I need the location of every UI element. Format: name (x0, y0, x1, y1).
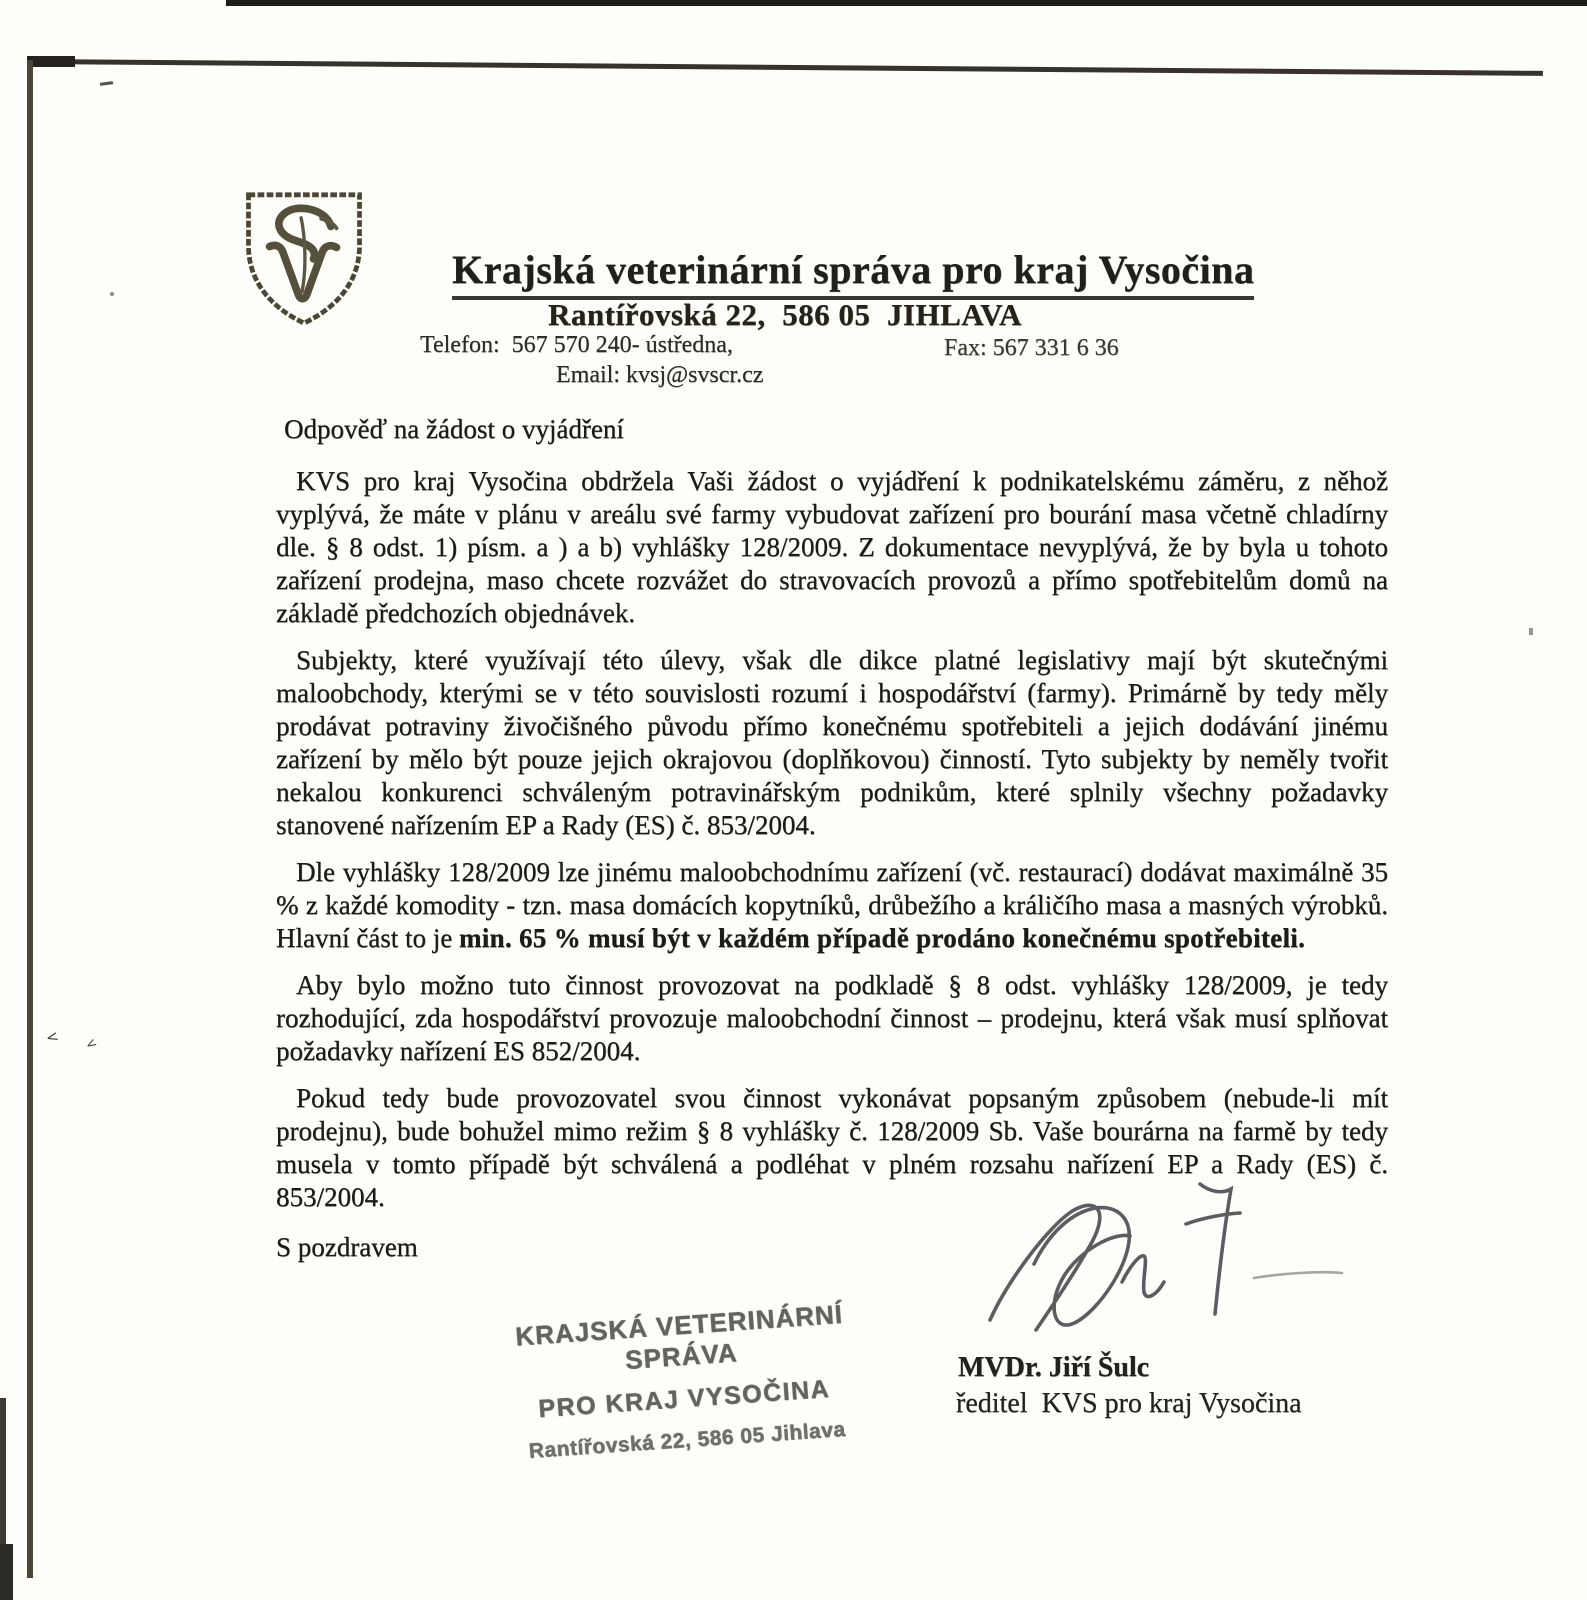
scan-speckle (100, 81, 113, 86)
scan-speckle (1529, 628, 1533, 635)
paragraph-3-text: Dle vyhlášky 128/2009 lze jinému maloobchodnímu zařízení (vč. restaurací) dodávat maximálně 35 % z každé komodity - tzn. masa domácích kopytníků, drůbežího a králičího masa a masných výrobků. Hlavní část to je (276, 857, 1388, 953)
signer-name: MVDr. Jiří Šulc (958, 1352, 1150, 1383)
closing-salutation: S pozdravem (276, 1232, 418, 1262)
paragraph-4: Aby bylo možno tuto činnost provozovat na podkladě § 8 odst. vyhlášky 128/2009, je tedy rozhodující, zda hospodářství provozuje maloobchodní činnost – prodejnu, která však musí splňovat požadavky nařízení ES 852/2004. (276, 970, 1388, 1066)
scan-speckle (110, 292, 114, 296)
scan-speckle: < (43, 1026, 61, 1048)
letter-subject: Odpověď na žádost o vyjádření (284, 414, 624, 444)
stamp-line-1: KRAJSKÁ VETERINÁRNÍ SPRÁVA (514, 1298, 844, 1375)
letter-body (276, 413, 1388, 1264)
stamp-line-3: Rantířovská 22, 586 05 Jihlava (528, 1417, 847, 1463)
paragraph-2: Subjekty, které využívají této úlevy, však dle dikce platné legislativy mají být skutečnými maloobchody, kterými se v této souvislosti rozumí i hospodářství (farmy). Primárně by tedy měly prodávat potraviny živočišného původu přímo konečnému spotřebiteli a jejich dodávání jinému zařízení by mělo být pouze jejich okrajovou (doplňkovou) činností. Tyto subjekty by neměly tvořit nekalou konkurenci schváleným potravinářským podnikům, které splnily všechny požadavky stanovené nařízením EP a Rady (ES) č. 853/2004. (276, 645, 1388, 840)
paragraph-5: Pokud tedy bude provozovatel svou činnost vykonávat popsaným způsobem (nebude-li mít prodejnu), bude bohužel mimo režim § 8 vyhlášky č. 128/2009 Sb. Vaše bourárna na farmě by tedy musela v tomto případě být schválená a podléhat v plném rozsahu nařízení EP a Rady (ES) č. 853/2004. (276, 1083, 1388, 1212)
handwritten-signature (972, 1162, 1352, 1357)
paragraph-3-bold-requirement: min. 65 % musí být v každém případě prodáno konečnému spotřebiteli. (458, 923, 1306, 953)
scan-speckle: < (82, 1035, 100, 1054)
organization-address: Rantířovská 22, 586 05 JIHLAVA (548, 297, 1022, 332)
signer-role: ředitel KVS pro kraj Vysočina (956, 1388, 1302, 1419)
scan-page-left-border (27, 60, 33, 1578)
scan-edge-left-foot (0, 1544, 13, 1600)
stamp-line-2: PRO KRAJ VYSOČINA (537, 1374, 831, 1424)
veterinary-shield-logo-icon (237, 184, 371, 332)
scan-edge-top-strip (226, 0, 1587, 6)
organization-name: Krajská veterinární správa pro kraj Vysočina (452, 246, 1254, 300)
phone-line: Telefon: 567 570 240- ústředna, (420, 332, 733, 358)
office-stamp (464, 1295, 903, 1468)
scan-corner-mark (27, 56, 75, 67)
paragraph-1: KVS pro kraj Vysočina obdržela Vaši žádost o vyjádření k podnikatelskému záměru, z něhož vyplývá, že máte v plánu v areálu své farmy vybudovat zařízení pro bourání masa včetně chladírny dle. § 8 odst. 1) písm. a ) a b) vyhlášky 128/2009. Z dokumentace nevyplývá, že by byla u tohoto zařízení prodejna, maso chcete rozvážet do stravovacích provozů a přímo spotřebitelům domů na základě předchozích objednávek. (276, 466, 1388, 628)
paragraph-3 (276, 856, 1388, 955)
scan-page-top-border (27, 59, 1543, 76)
fax-line: Fax: 567 331 6 36 (944, 335, 1119, 361)
email-line: Email: kvsj@svscr.cz (556, 362, 764, 388)
